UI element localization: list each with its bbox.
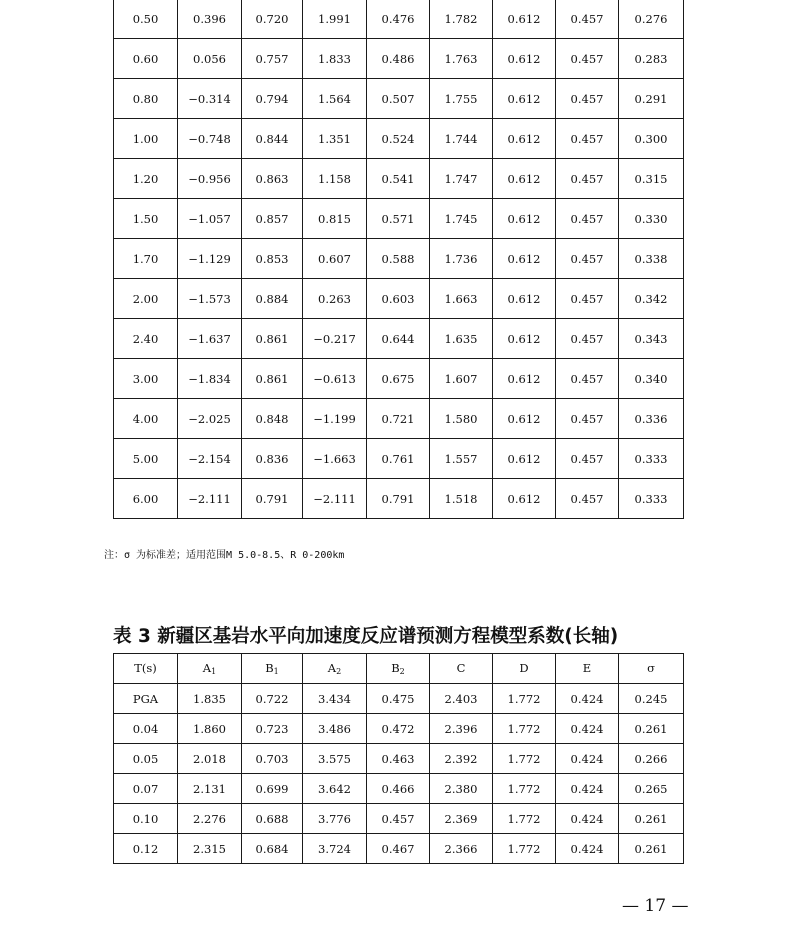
- table-row: [114, 479, 684, 519]
- table-cell: 2.131: [178, 774, 242, 804]
- table-cell: 0.791: [242, 479, 303, 519]
- table-cell: 0.815: [303, 199, 367, 239]
- table-cell: −2.111: [303, 479, 367, 519]
- table-cell: 0.05: [114, 744, 178, 774]
- table-cell: 0.844: [242, 119, 303, 159]
- table-cell: 0.612: [493, 399, 556, 439]
- table-cell: 0.457: [556, 279, 619, 319]
- table-row: [114, 199, 684, 239]
- table-cell: 0.541: [367, 159, 430, 199]
- table-cell: 4.00: [114, 399, 178, 439]
- table-cell: 0.699: [242, 774, 303, 804]
- table-cell: 0.612: [493, 79, 556, 119]
- table-cell: 1.736: [430, 239, 493, 279]
- table-row: [114, 39, 684, 79]
- table-cell: −1.834: [178, 359, 242, 399]
- table-cell: 0.607: [303, 239, 367, 279]
- coefficient-table-body: [114, 0, 684, 519]
- table-cell: 1.763: [430, 39, 493, 79]
- table-cell: 0.612: [493, 279, 556, 319]
- table-cell: 0.300: [619, 119, 684, 159]
- table-row: [114, 359, 684, 399]
- table-cell: 0.457: [556, 239, 619, 279]
- table-cell: 0.675: [367, 359, 430, 399]
- table-cell: 2.403: [430, 684, 493, 714]
- table-cell: 1.835: [178, 684, 242, 714]
- table-cell: 0.836: [242, 439, 303, 479]
- table-cell: 0.612: [493, 479, 556, 519]
- table-cell: 1.580: [430, 399, 493, 439]
- table-cell: 1.772: [493, 714, 556, 744]
- table-row: [114, 804, 684, 834]
- table-cell: 1.744: [430, 119, 493, 159]
- table-cell: 0.457: [556, 79, 619, 119]
- coefficient-table-long-axis: [113, 653, 684, 864]
- table-cell: 0.848: [242, 399, 303, 439]
- table-cell: 0.603: [367, 279, 430, 319]
- table-cell: 0.283: [619, 39, 684, 79]
- table-cell: 0.853: [242, 239, 303, 279]
- table-cell: 0.333: [619, 439, 684, 479]
- table-row: [114, 159, 684, 199]
- table-cell: 1.772: [493, 834, 556, 864]
- table-cell: 0.720: [242, 0, 303, 39]
- header-cell: $B_2$: [367, 654, 430, 684]
- table-cell: 0.457: [556, 0, 619, 39]
- coefficient-table-body: [114, 684, 684, 864]
- table-row: [114, 119, 684, 159]
- table-cell: 2.380: [430, 774, 493, 804]
- table-cell: 0.265: [619, 774, 684, 804]
- table-cell: 1.635: [430, 319, 493, 359]
- table-cell: −0.956: [178, 159, 242, 199]
- table-cell: 0.07: [114, 774, 178, 804]
- page-number: — 17 —: [622, 896, 689, 916]
- table-cell: 2.366: [430, 834, 493, 864]
- table-cell: 0.333: [619, 479, 684, 519]
- table-cell: 2.396: [430, 714, 493, 744]
- table-cell: 5.00: [114, 439, 178, 479]
- table-row: [114, 0, 684, 39]
- table-cell: 0.342: [619, 279, 684, 319]
- table-cell: 0.263: [303, 279, 367, 319]
- table-cell: 1.557: [430, 439, 493, 479]
- table-cell: 6.00: [114, 479, 178, 519]
- table-cell: −1.199: [303, 399, 367, 439]
- table-cell: 1.158: [303, 159, 367, 199]
- table-cell: −2.025: [178, 399, 242, 439]
- table-cell: 2.315: [178, 834, 242, 864]
- table-cell: 0.721: [367, 399, 430, 439]
- table-cell: 1.518: [430, 479, 493, 519]
- table-cell: 0.336: [619, 399, 684, 439]
- table-cell: 0.466: [367, 774, 430, 804]
- table-cell: 0.472: [367, 714, 430, 744]
- table-row: [114, 79, 684, 119]
- table-cell: 0.50: [114, 0, 178, 39]
- table-cell: 3.486: [303, 714, 367, 744]
- table-cell: 1.772: [493, 744, 556, 774]
- table-cell: 0.612: [493, 199, 556, 239]
- table-cell: −1.129: [178, 239, 242, 279]
- table-cell: 1.351: [303, 119, 367, 159]
- table-cell: 0.276: [619, 0, 684, 39]
- table-row: [114, 774, 684, 804]
- table-cell: 0.612: [493, 319, 556, 359]
- table-cell: 0.424: [556, 834, 619, 864]
- coefficient-table-continued: [113, 0, 684, 519]
- table-cell: 0.703: [242, 744, 303, 774]
- table-cell: 0.340: [619, 359, 684, 399]
- table-note: 注：σ 为标准差；适用范围M 5.0-8.5、R 0-200km: [104, 550, 345, 561]
- table-cell: 0.612: [493, 359, 556, 399]
- table-cell: 0.261: [619, 804, 684, 834]
- table-cell: 0.261: [619, 714, 684, 744]
- table-cell: 0.857: [242, 199, 303, 239]
- table-cell: 0.056: [178, 39, 242, 79]
- table-cell: 0.612: [493, 159, 556, 199]
- table-cell: 2.00: [114, 279, 178, 319]
- table-cell: 0.315: [619, 159, 684, 199]
- table-cell: 1.663: [430, 279, 493, 319]
- table-cell: 2.40: [114, 319, 178, 359]
- table-cell: 0.457: [556, 159, 619, 199]
- table-cell: 0.612: [493, 239, 556, 279]
- table-row: [114, 744, 684, 774]
- table-cell: −1.663: [303, 439, 367, 479]
- table-cell: 0.80: [114, 79, 178, 119]
- table-cell: 0.343: [619, 319, 684, 359]
- header-cell: $A_1$: [178, 654, 242, 684]
- table-cell: 0.486: [367, 39, 430, 79]
- table-cell: 0.863: [242, 159, 303, 199]
- table-cell: 0.467: [367, 834, 430, 864]
- table-row: [114, 439, 684, 479]
- table-cell: 0.794: [242, 79, 303, 119]
- table-cell: 3.434: [303, 684, 367, 714]
- header-cell: C: [430, 654, 493, 684]
- table-cell: 1.833: [303, 39, 367, 79]
- table-row: [114, 279, 684, 319]
- table-cell: 0.507: [367, 79, 430, 119]
- table-cell: 1.782: [430, 0, 493, 39]
- table-cell: 0.476: [367, 0, 430, 39]
- table-cell: 3.575: [303, 744, 367, 774]
- table-cell: 0.463: [367, 744, 430, 774]
- table-row: [114, 399, 684, 439]
- table-row: [114, 239, 684, 279]
- table-cell: 0.261: [619, 834, 684, 864]
- table-cell: 0.396: [178, 0, 242, 39]
- table-cell: −0.748: [178, 119, 242, 159]
- table-row: [114, 714, 684, 744]
- table-cell: 3.642: [303, 774, 367, 804]
- table-cell: 0.524: [367, 119, 430, 159]
- table-cell: 0.245: [619, 684, 684, 714]
- table-cell: 0.457: [556, 479, 619, 519]
- table-cell: −0.613: [303, 359, 367, 399]
- header-cell: D: [493, 654, 556, 684]
- table-cell: 1.564: [303, 79, 367, 119]
- table-cell: 1.755: [430, 79, 493, 119]
- table-cell: 0.612: [493, 439, 556, 479]
- header-cell: $B_1$: [242, 654, 303, 684]
- table-cell: 1.991: [303, 0, 367, 39]
- table-cell: 0.424: [556, 774, 619, 804]
- table-cell: 1.00: [114, 119, 178, 159]
- header-cell: $A_2$: [303, 654, 367, 684]
- table-cell: 0.330: [619, 199, 684, 239]
- table-cell: 0.791: [367, 479, 430, 519]
- table-cell: 0.723: [242, 714, 303, 744]
- table-cell: 0.457: [556, 39, 619, 79]
- table-cell: 3.724: [303, 834, 367, 864]
- table-cell: 0.612: [493, 119, 556, 159]
- table-cell: −1.057: [178, 199, 242, 239]
- table-row: [114, 319, 684, 359]
- table-cell: 2.018: [178, 744, 242, 774]
- table-cell: 0.688: [242, 804, 303, 834]
- table-cell: 0.757: [242, 39, 303, 79]
- table-cell: −2.154: [178, 439, 242, 479]
- table-cell: −1.573: [178, 279, 242, 319]
- table-cell: 1.50: [114, 199, 178, 239]
- header-cell: T(s): [114, 654, 178, 684]
- header-cell: σ: [619, 654, 684, 684]
- table-cell: 0.722: [242, 684, 303, 714]
- table-cell: 0.588: [367, 239, 430, 279]
- table-cell: −2.111: [178, 479, 242, 519]
- table-cell: 0.612: [493, 39, 556, 79]
- table-cell: 0.457: [556, 199, 619, 239]
- table-cell: 1.745: [430, 199, 493, 239]
- table-cell: 0.266: [619, 744, 684, 774]
- table-cell: 1.20: [114, 159, 178, 199]
- table-cell: 0.612: [493, 0, 556, 39]
- table-cell: 3.776: [303, 804, 367, 834]
- table-cell: 2.276: [178, 804, 242, 834]
- table-cell: 0.424: [556, 744, 619, 774]
- table-cell: 0.571: [367, 199, 430, 239]
- table-cell: 0.04: [114, 714, 178, 744]
- table-cell: −0.217: [303, 319, 367, 359]
- table-cell: 2.392: [430, 744, 493, 774]
- table-cell: 2.369: [430, 804, 493, 834]
- table-header-row: [114, 654, 684, 684]
- table-cell: 1.772: [493, 684, 556, 714]
- table-cell: 3.00: [114, 359, 178, 399]
- table-cell: 0.684: [242, 834, 303, 864]
- table-cell: 0.761: [367, 439, 430, 479]
- table-cell: 0.457: [556, 359, 619, 399]
- table-cell: 0.861: [242, 359, 303, 399]
- table-cell: 1.860: [178, 714, 242, 744]
- table-cell: 1.772: [493, 774, 556, 804]
- table-cell: 0.475: [367, 684, 430, 714]
- table-cell: 1.772: [493, 804, 556, 834]
- table-cell: 0.60: [114, 39, 178, 79]
- table-cell: 0.457: [556, 319, 619, 359]
- table-row: [114, 684, 684, 714]
- table-cell: 0.884: [242, 279, 303, 319]
- header-cell: E: [556, 654, 619, 684]
- table-cell: 0.861: [242, 319, 303, 359]
- table-cell: 1.747: [430, 159, 493, 199]
- table-cell: 0.644: [367, 319, 430, 359]
- table-cell: 0.338: [619, 239, 684, 279]
- table-cell: 0.424: [556, 714, 619, 744]
- table-cell: 0.457: [367, 804, 430, 834]
- table-cell: −1.637: [178, 319, 242, 359]
- table-cell: PGA: [114, 684, 178, 714]
- table-cell: 0.424: [556, 804, 619, 834]
- table-cell: 0.291: [619, 79, 684, 119]
- table-cell: 0.457: [556, 399, 619, 439]
- table-cell: 1.607: [430, 359, 493, 399]
- table-caption: 表 3 新疆区基岩水平向加速度反应谱预测方程模型系数(长轴): [113, 626, 619, 647]
- table-cell: 1.70: [114, 239, 178, 279]
- table-cell: 0.457: [556, 439, 619, 479]
- table-cell: −0.314: [178, 79, 242, 119]
- table-cell: 0.12: [114, 834, 178, 864]
- table-cell: 0.457: [556, 119, 619, 159]
- table-cell: 0.10: [114, 804, 178, 834]
- table-cell: 0.424: [556, 684, 619, 714]
- table-row: [114, 834, 684, 864]
